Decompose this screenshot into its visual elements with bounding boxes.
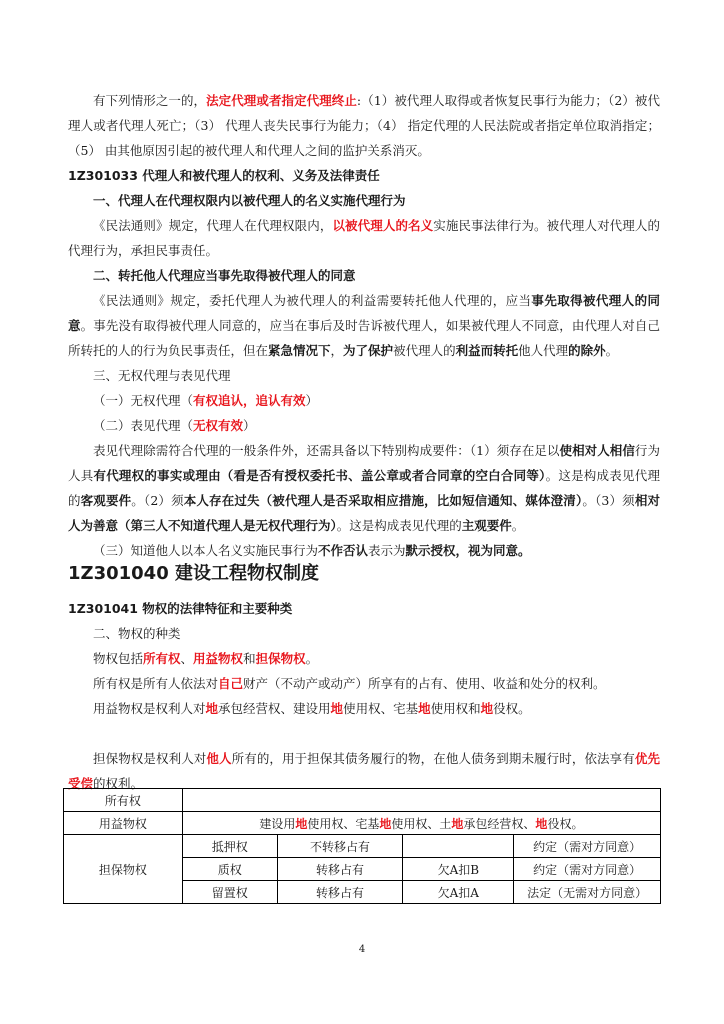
table-cell-possession: 转移占有 [277, 881, 403, 904]
section-heading-1z301041: 1Z301041 物权的法律特征和主要种类 [68, 601, 293, 616]
paragraph-agency-scope: 《民法通则》规定，代理人在代理权限内，以被代理人的名义实施民事法律行为。被代理人对代理人的代理行为，承担民事责任。 [68, 218, 660, 258]
table-cell-possession: 不转移占有 [277, 835, 403, 858]
table-cell-ownership-label: 所有权 [64, 789, 183, 812]
item-unauthorized-agency: （一）无权代理（有权追认，追认有效） [93, 393, 319, 408]
paragraph-ownership: 所有权是所有人依法对自己财产（不动产或动产）所享有的占有、使用、收益和处分的权利。 [93, 676, 606, 691]
table-cell-security-label: 担保物权 [64, 835, 183, 904]
table-cell-note: 欠A扣A [403, 881, 514, 904]
table-cell-type: 质权 [182, 858, 277, 881]
item-apparent-agency: （二）表见代理（无权有效） [93, 418, 256, 433]
table-cell-possession: 转移占有 [277, 858, 403, 881]
table-cell-usufruct-types: 建设用地使用权、宅基地使用权、土地承包经营权、地役权。 [182, 812, 660, 835]
paragraph-usufruct: 用益物权是权利人对地承包经营权、建设用地使用权、宅基地使用权和地役权。 [93, 701, 531, 716]
subheading-two: 二、转托他人代理应当事先取得被代理人的同意 [93, 268, 356, 283]
table-cell-note: 欠A扣B [403, 858, 514, 881]
property-rights-table [63, 788, 661, 904]
table-cell-consent: 约定（需对方同意） [514, 858, 661, 881]
paragraph-security-interest: 担保物权是权利人对他人所有的，用于担保其债务履行的物，在他人债务到期未履行时，依法享有优先受偿的权利。 [68, 751, 660, 791]
table-row [64, 835, 661, 858]
table-row [64, 789, 661, 812]
subheading-one: 一、代理人在代理权限内以被代理人的名义实施代理行为 [93, 193, 406, 208]
table-cell-consent: 约定（需对方同意） [514, 835, 661, 858]
table-cell-type: 抵押权 [182, 835, 277, 858]
table-cell-note [403, 835, 514, 858]
item-implied-authorization: （三）知道他人以本人名义实施民事行为不作否认表示为默示授权，视为同意。 [93, 543, 531, 558]
paragraph-property-includes: 物权包括所有权、用益物权和担保物权。 [93, 651, 319, 666]
table-cell-usufruct-label: 用益物权 [64, 812, 183, 835]
paragraph-sub-agency: 《民法通则》规定，委托代理人为被代理人的利益需要转托他人代理的，应当事先取得被代理人的同意。事先没有取得被代理人同意的，应当在事后及时告诉被代理人，如果被代理人不同意，由代理人对自己所转托的人的行为负民事责任，但在紧急情况下，为了保护被代理人的利益而转托他人代理的除外。 [68, 293, 660, 358]
table-cell-consent: 法定（无需对方同意） [514, 881, 661, 904]
subheading-three: 三、无权代理与表见代理 [93, 368, 231, 383]
table-row [64, 812, 661, 835]
subheading-property-types: 二、物权的种类 [93, 626, 181, 641]
table-cell-empty [182, 789, 660, 812]
paragraph-agency-termination: 有下列情形之一的，法定代理或者指定代理终止:（1）被代理人取得或者恢复民事行为能力；（2）被代理人或者代理人死亡；（3） 代理人丧失民事行为能力；（4） 指定代理的人民法院或者指定单位取消指定；（5） 由其他原因引起的被代理人和代理人之间的监护关系消灭。 [68, 93, 660, 158]
page-number: 4 [358, 944, 366, 955]
paragraph-apparent-agency-elements: 表见代理除需符合代理的一般条件外，还需具备以下特别构成要件：（1）须存在足以使相对人相信行为人具有代理权的事实或理由（看是否有授权委托书、盖公章或者合同章的空白合同等）。这是构成表见代理的客观要件。（2）须本人存在过失（被代理人是否采取相应措施，比如短信通知、媒体澄清）。（3）须相对人为善意（第三人不知道代理人是无权代理行为）。这是构成表见代理的主观要件。 [68, 443, 660, 533]
chapter-heading-1z301040: 1Z301040 建设工程物权制度 [68, 563, 319, 584]
table-cell-type: 留置权 [182, 881, 277, 904]
section-heading-1z301033: 1Z301033 代理人和被代理人的权利、义务及法律责任 [68, 168, 380, 183]
